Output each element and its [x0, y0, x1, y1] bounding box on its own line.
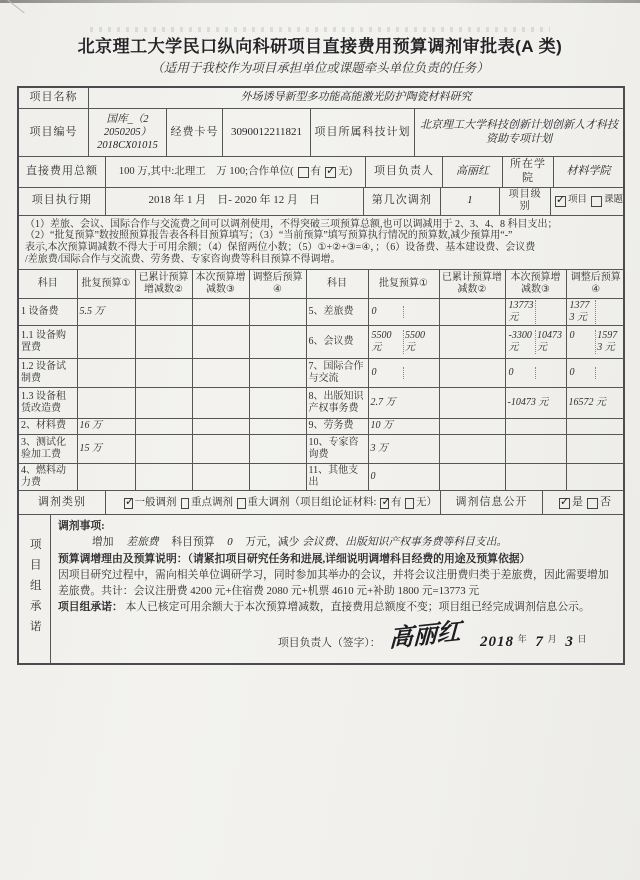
page-title: 北京理工大学民口纵向科研项目直接费用预算调剂审批表(A 类)	[77, 37, 563, 56]
college-value: 材料学院	[566, 164, 611, 177]
major-adjust-label: 重大调剂	[247, 497, 290, 509]
budget-row-1-5: 1 设备费 5.5 万 5、差旅费 0 13773 元 13773 元	[19, 298, 625, 325]
sign-year: 2018	[479, 634, 514, 651]
project-name-row	[19, 88, 623, 109]
project-number-value: 国库_（2 2050205）2018CX01015	[89, 109, 167, 156]
checkbox-general-adjust	[124, 498, 133, 509]
direct-cost-suffix: )	[348, 166, 353, 178]
reduce-text: 会议费、出版知识产权事务费等科目支出。	[302, 536, 508, 549]
public-yes-label: 是	[572, 495, 583, 508]
material-none-label: 无	[416, 497, 427, 509]
subject-conference: 6、会议费	[306, 325, 368, 358]
material-has-label: 有	[390, 497, 402, 509]
col-adjusted: 调整后预算④	[249, 270, 306, 299]
public-info-label: 调剂信息公开	[441, 491, 543, 514]
subject-materials: 2、材料费	[19, 418, 77, 434]
commitment-side-label: 项目组承诺	[19, 515, 51, 663]
level-label: 项目级别	[500, 188, 551, 215]
note-line: 表示,本次预算调减数不得大于可用余额；（4）保留两位小数；（5）①+②+③=④，；（6）设备费、基本建设费、会议费	[25, 242, 536, 254]
direct-cost-value	[106, 157, 366, 187]
approval-form-table	[17, 86, 625, 665]
subject-publication-ip: 8、出版知识产权事务费	[306, 387, 368, 418]
budget-row-1.1-6: 1.1 设备购置费 6、会议费 5500 元 5500 元 -3300 元 10473 元 0 15973 元	[19, 325, 625, 358]
direct-cost-label: 直接费用总额	[19, 157, 106, 187]
budget-table	[19, 270, 625, 491]
adjust-items-label: 调剂事项:	[58, 520, 105, 533]
day-unit: 日	[577, 634, 587, 645]
sign-label: 项目负责人（签字）：	[278, 637, 381, 650]
period-label: 项目执行期	[19, 188, 106, 215]
subject-equipment-purchase: 1.1 设备购置费	[19, 325, 77, 358]
note-line: （1）差旅、会议、国际合作与交流费之间可以调剂使用，不得突破三项预算总额,也可以调减用于 2、3、4、8 科目支出；	[25, 218, 558, 230]
subject-labor: 9、劳务费	[306, 418, 368, 434]
period-value: 2018 年 1 月 日- 2020 年 12 月 日	[106, 188, 364, 215]
reason-label: 预算调增理由及预算说明：（请紧扣项目研究任务和进展,详细说明调增科目经费的用途及预算依据）	[58, 552, 531, 565]
project-name-value: 外场诱导新型多功能高能激光防护陶瓷材料研究	[240, 91, 472, 104]
adjust-category-row	[19, 490, 623, 515]
subject-equipment: 1 设备费	[19, 298, 77, 325]
subject-expert-consult: 10、专家咨询费	[306, 434, 368, 463]
signature-row	[58, 621, 616, 657]
level-value	[551, 188, 623, 215]
project-number-label: 项目编号	[19, 109, 89, 156]
fund-card-label: 经费卡号	[167, 109, 223, 156]
reason-line-1: 因项目研究过程中，需向相关单位调研学习，同时参加其举办的会议，并将会议注册费归类于差旅费，因此需要增加	[58, 568, 609, 581]
public-no-label: 否	[600, 495, 611, 508]
checkbox-material-none	[405, 498, 414, 509]
checkbox-level-topic	[591, 196, 602, 207]
promise-line	[58, 599, 616, 615]
subject-fuel-power: 4、燃料动力费	[19, 463, 77, 490]
checkbox-key-adjust	[181, 498, 190, 509]
scan-edge-artifact	[0, 0, 640, 3]
col-accumulated: 已累计预算增减数②	[439, 270, 505, 299]
execution-period-row	[19, 188, 623, 216]
col-current-change: 本次预算增减数③	[505, 270, 566, 299]
program-value: 北京理工大学科技创新计划创新人才科技资助专项计划	[420, 118, 618, 145]
col-subject: 科目	[19, 270, 77, 299]
leader-value: 高丽红	[443, 157, 503, 187]
level-topic-label: 课题	[603, 195, 623, 206]
reduce-label: 万元，减少	[245, 536, 300, 549]
col-current-change: 本次预算增减数③	[192, 270, 249, 299]
note-line: （2）“批复预算”数按照预算报告表各科目预算填写；（3）“当前预算”填写预算执行情况的预算数,减少预算用“-”	[25, 230, 513, 242]
checkbox-major-adjust	[237, 498, 246, 509]
subject-intl-cooperation: 7、国际合作与交流	[306, 358, 368, 387]
col-subject: 科目	[306, 270, 368, 299]
subject-testing: 3、测试化验加工费	[19, 434, 77, 463]
direct-cost-row	[19, 157, 623, 188]
subject-other: 11、其他支出	[306, 463, 368, 490]
checkbox-material-has	[380, 498, 389, 509]
adjust-times-label: 第几次调剂	[364, 188, 441, 215]
checkbox-public-yes	[559, 498, 570, 509]
subject-equipment-lease: 1.3 设备租赁改造费	[19, 387, 77, 418]
budget-row-2-9: 2、材料费 16 万 9、劳务费 10 万	[19, 418, 625, 434]
subject-travel: 5、差旅费	[306, 298, 368, 325]
promise-text: 本人已核定可用余额大于本次预算增减数，直接费用总额度不变；项目组已经完成调剂信息公示。	[125, 601, 590, 614]
leader-label: 项目负责人	[366, 157, 443, 187]
col-approved: 批复预算①	[368, 270, 439, 299]
sign-month: 7	[535, 634, 544, 651]
leader-signature: 高丽红	[389, 619, 462, 654]
public-info-value	[543, 491, 623, 514]
checkbox-public-no	[587, 498, 598, 509]
direct-cost-text: 100 万,其中:北理工 万 100;合作单位(	[118, 166, 294, 178]
level-project-label: 项目	[567, 195, 587, 206]
year-unit: 年	[517, 634, 527, 645]
budget-header-row	[19, 270, 625, 299]
program-label: 项目所属科技计划	[311, 109, 415, 156]
adjust-amount: 0	[227, 536, 233, 549]
project-number-row	[19, 109, 623, 157]
key-adjust-label: 重点调剂	[191, 497, 234, 509]
page-subtitle: （适用于我校作为项目承担单位或课题牵头单位负责的任务）	[151, 61, 489, 75]
note-line: /差旅费/国际合作与交流费、劳务费、专家咨询费等科目预算不得调增。	[25, 253, 341, 265]
adjust-times-value: 1	[441, 188, 501, 215]
budget-row-1.3-8: 1.3 设备租赁改造费 8、出版知识产权事务费 2.7 万 -10473 元 16572 元	[19, 387, 625, 418]
college-label: 所在学院	[503, 157, 554, 187]
reason-line-2: 差旅费。共计：会议注册费 4200 元+住宿费 2080 元+机票 4610 元+补助 1800 元=13773 元	[58, 584, 480, 597]
subject-equipment-trial: 1.2 设备试制费	[19, 358, 77, 387]
month-unit: 月	[547, 634, 557, 645]
coop-has-label: 有	[310, 166, 322, 178]
col-accumulated: 已累计预算增减数②	[135, 270, 192, 299]
category-label: 调剂类别	[19, 491, 106, 514]
form-notes	[19, 216, 623, 270]
budget-row-3-10: 3、测试化验加工费 15 万 10、专家咨询费 3 万	[19, 434, 625, 463]
material-prefix: （项目组论证材料:	[289, 497, 377, 509]
general-adjust-label: 一般调剂	[134, 497, 177, 509]
budget-word: 科目预算	[171, 536, 215, 549]
budget-row-1.2-7: 1.2 设备试制费 7、国际合作与交流 0 0 0	[19, 358, 625, 387]
adjust-items-line	[58, 534, 616, 550]
fund-card-value: 3090012211821	[223, 109, 311, 156]
promise-label: 项目组承诺：	[58, 601, 123, 614]
sign-day: 3	[565, 634, 574, 651]
budget-row-4-11: 4、燃料动力费 11、其他支出 0	[19, 463, 625, 490]
commitment-body	[51, 515, 623, 663]
checkbox-level-project	[555, 196, 566, 207]
project-name-label: 项目名称	[19, 88, 89, 108]
material-suffix: ）	[426, 497, 437, 509]
commitment-section	[19, 515, 623, 663]
coop-none-label: 无	[338, 166, 349, 178]
category-options	[106, 491, 441, 514]
add-label: 增加	[92, 536, 114, 549]
checkbox-coop-none	[325, 167, 336, 178]
col-adjusted: 调整后预算④	[566, 270, 625, 299]
col-approved: 批复预算①	[77, 270, 135, 299]
checkbox-coop-has	[298, 167, 309, 178]
fee-name: 差旅费	[126, 536, 159, 549]
